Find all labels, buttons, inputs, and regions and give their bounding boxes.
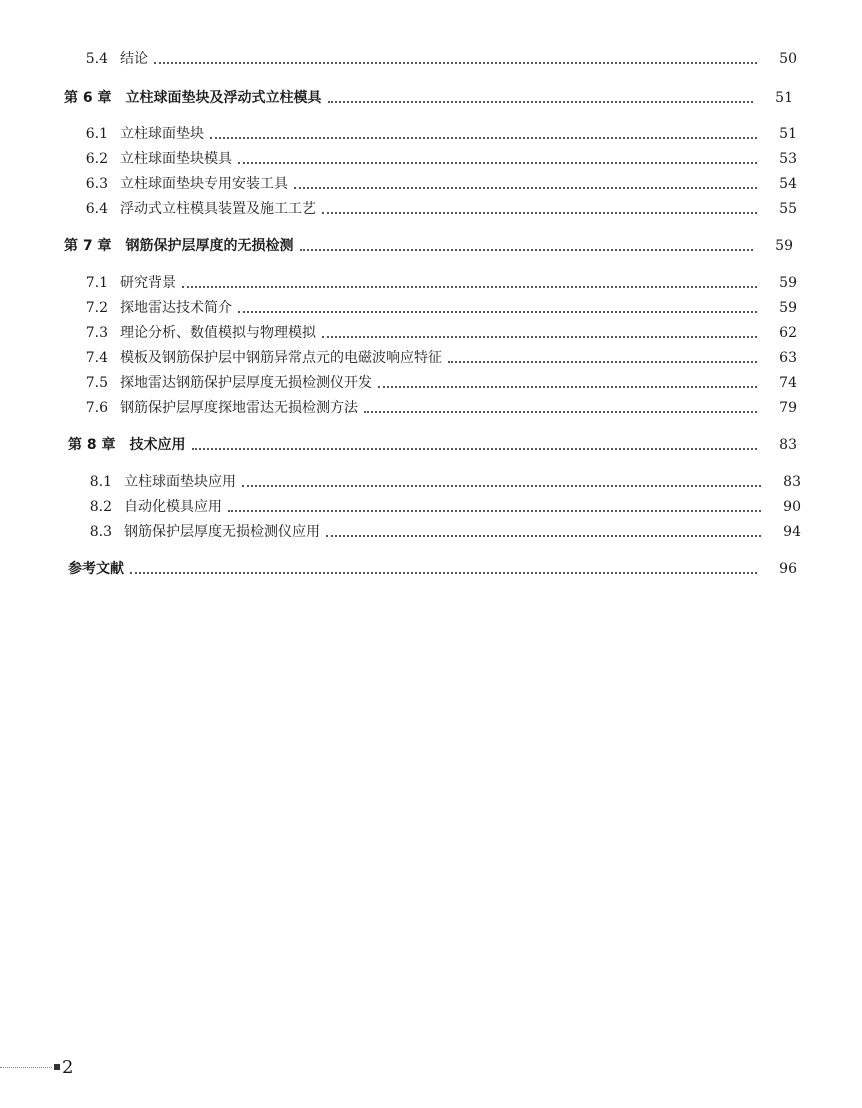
toc-entry-title: 浮动式立柱模具装置及施工工艺 bbox=[120, 201, 316, 217]
toc-entry-page: 51 bbox=[779, 126, 797, 142]
page-footer bbox=[0, 1055, 73, 1079]
toc-entry-7-4[interactable] bbox=[0, 343, 858, 367]
toc-entry-5-4[interactable] bbox=[0, 44, 858, 68]
dot-leader bbox=[448, 361, 757, 363]
toc-entry-number: 7.6 bbox=[85, 400, 108, 416]
toc-entry-page: 90 bbox=[783, 499, 801, 515]
toc-entry-page: 59 bbox=[779, 300, 797, 316]
toc-entry-page: 83 bbox=[783, 474, 801, 490]
toc-entry-number: 8.3 bbox=[89, 524, 112, 540]
toc-entry-number: 7.4 bbox=[85, 350, 108, 366]
toc-references-title: 参考文献 bbox=[68, 561, 124, 577]
dot-leader bbox=[238, 162, 757, 164]
dot-leader bbox=[192, 448, 758, 450]
toc-entry-page: 54 bbox=[779, 176, 797, 192]
toc-entry-title: 自动化模具应用 bbox=[124, 499, 222, 515]
dot-leader bbox=[238, 311, 757, 313]
toc-entry-title: 研究背景 bbox=[120, 275, 176, 291]
toc-entry-7-6[interactable] bbox=[0, 393, 858, 417]
dot-leader bbox=[154, 62, 757, 64]
toc-entry-number: 5.4 bbox=[85, 51, 108, 67]
toc-chapter-number: 第 7 章 bbox=[64, 238, 112, 254]
toc-entry-page: 59 bbox=[779, 275, 797, 291]
toc-entry-page: 59 bbox=[775, 238, 793, 254]
dot-leader bbox=[300, 249, 754, 251]
toc-entry-page: 62 bbox=[779, 325, 797, 341]
dot-leader bbox=[378, 386, 757, 388]
toc-entry-title: 立柱球面垫块模具 bbox=[120, 151, 232, 167]
toc-chapter-number: 第 6 章 bbox=[64, 90, 112, 106]
toc-chapter-title: 技术应用 bbox=[129, 437, 186, 453]
toc-entry-number: 7.5 bbox=[85, 375, 108, 391]
toc-entry-7-1[interactable] bbox=[0, 268, 858, 292]
toc-entry-page: 83 bbox=[779, 437, 797, 453]
toc-entry-number: 7.1 bbox=[85, 275, 108, 291]
toc-entry-title: 立柱球面垫块应用 bbox=[124, 474, 236, 490]
toc-references[interactable] bbox=[0, 554, 858, 578]
toc-entry-7-5[interactable] bbox=[0, 368, 858, 392]
toc-chapter-6[interactable] bbox=[0, 83, 854, 107]
toc-entry-number: 8.1 bbox=[89, 474, 112, 490]
toc-chapter-7[interactable] bbox=[0, 231, 854, 255]
toc-entry-page: 50 bbox=[779, 51, 797, 67]
toc-entry-page: 96 bbox=[779, 561, 797, 577]
dot-leader bbox=[130, 572, 757, 574]
toc-entry-page: 53 bbox=[779, 151, 797, 167]
toc-entry-number: 8.2 bbox=[89, 499, 112, 515]
dot-leader bbox=[322, 336, 757, 338]
toc-entry-title: 钢筋保护层厚度无损检测仪应用 bbox=[124, 524, 320, 540]
dot-leader bbox=[228, 510, 761, 512]
toc-entry-number: 6.2 bbox=[85, 151, 108, 167]
toc-entry-8-3[interactable] bbox=[0, 517, 862, 541]
dot-leader bbox=[364, 411, 757, 413]
toc-entry-page: 74 bbox=[779, 375, 797, 391]
toc-entry-7-3[interactable] bbox=[0, 318, 858, 342]
toc-entry-8-1[interactable] bbox=[0, 467, 862, 491]
page-number: 2 bbox=[62, 1056, 74, 1078]
toc-entry-number: 7.2 bbox=[85, 300, 108, 316]
toc-entry-6-4[interactable] bbox=[0, 194, 858, 218]
toc-chapter-title: 立柱球面垫块及浮动式立柱模具 bbox=[125, 90, 322, 106]
toc-entry-page: 51 bbox=[775, 90, 793, 106]
dot-leader bbox=[326, 535, 761, 537]
toc-entry-number: 6.1 bbox=[85, 126, 108, 142]
toc-entry-6-1[interactable] bbox=[0, 119, 858, 143]
toc-chapter-8[interactable] bbox=[0, 430, 858, 454]
toc-entry-page: 94 bbox=[783, 524, 801, 540]
toc-entry-8-2[interactable] bbox=[0, 492, 862, 516]
toc-entry-number: 7.3 bbox=[85, 325, 108, 341]
dot-leader bbox=[322, 212, 757, 214]
toc-entry-6-2[interactable] bbox=[0, 144, 858, 168]
dot-leader bbox=[328, 101, 754, 103]
toc-entry-number: 6.3 bbox=[85, 176, 108, 192]
toc-entry-title: 立柱球面垫块 bbox=[120, 126, 204, 142]
toc-entry-title: 结论 bbox=[120, 51, 148, 67]
dot-leader bbox=[210, 137, 757, 139]
square-bullet-icon bbox=[54, 1064, 60, 1070]
toc-entry-7-2[interactable] bbox=[0, 293, 858, 317]
toc-entry-6-3[interactable] bbox=[0, 169, 858, 193]
dot-leader bbox=[294, 187, 757, 189]
toc-entry-page: 63 bbox=[779, 350, 797, 366]
toc-chapter-number: 第 8 章 bbox=[68, 437, 116, 453]
toc-entry-title: 模板及钢筋保护层中钢筋异常点元的电磁波响应特征 bbox=[120, 350, 442, 366]
toc-entry-page: 55 bbox=[779, 201, 797, 217]
toc-entry-title: 理论分析、数值模拟与物理模拟 bbox=[120, 325, 316, 341]
toc-entry-title: 立柱球面垫块专用安装工具 bbox=[120, 176, 288, 192]
toc-entry-title: 探地雷达技术简介 bbox=[120, 300, 232, 316]
toc-entry-page: 79 bbox=[779, 400, 797, 416]
toc-entry-title: 探地雷达钢筋保护层厚度无损检测仪开发 bbox=[120, 375, 372, 391]
toc-chapter-title: 钢筋保护层厚度的无损检测 bbox=[125, 238, 294, 254]
toc-entry-title: 钢筋保护层厚度探地雷达无损检测方法 bbox=[120, 400, 358, 416]
footer-dotted-rule bbox=[0, 1067, 52, 1068]
toc-entry-number: 6.4 bbox=[85, 201, 108, 217]
dot-leader bbox=[182, 286, 757, 288]
dot-leader bbox=[242, 485, 761, 487]
